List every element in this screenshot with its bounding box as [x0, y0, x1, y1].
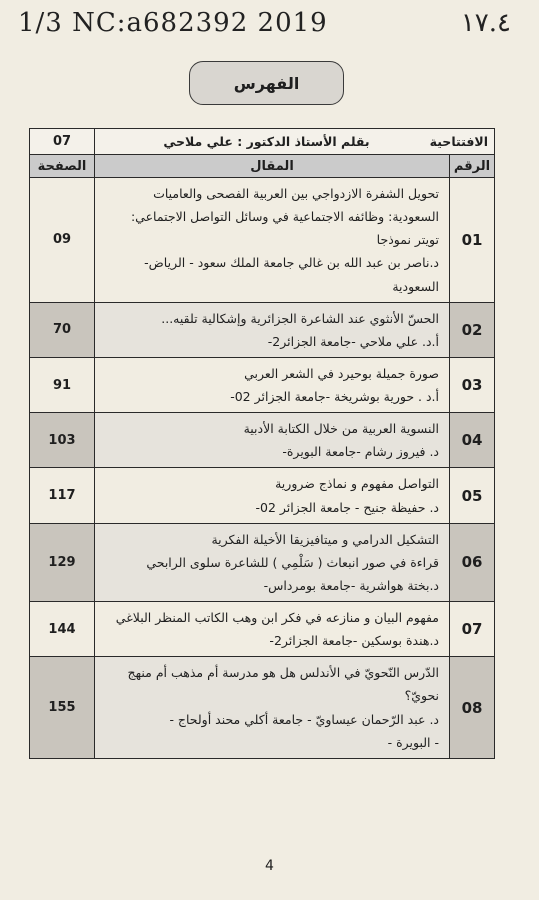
entry-article [95, 357, 450, 412]
handwritten-reference: 1/3 NC:a682392 2019 [18, 8, 328, 38]
entry-article [95, 468, 450, 523]
entry-line: د.ناصر بن عبد الله بن غالي جامعة الملك سعود - الرياض- [144, 255, 439, 271]
header-page: الصفحة [30, 155, 95, 178]
entry-number: 04 [450, 413, 495, 468]
entry-line: د. فيروز رشام -جامعة البويرة- [282, 444, 439, 460]
entry-line: تحويل الشفرة الازدواجي بين العربية الفصحى والعاميات [153, 186, 439, 201]
entry-page: 155 [30, 657, 95, 759]
entry-line: الحسّ الأنثوي عند الشاعرة الجزائرية وإشكالية تلقيه... [161, 310, 439, 326]
entry-page: 103 [30, 413, 95, 468]
entry-page: 91 [30, 357, 95, 412]
entry-line: التواصل مفهوم و نماذج ضرورية [275, 476, 439, 492]
handwritten-code: ١٧.٤ [460, 8, 511, 38]
entry-line: التشكيل الدرامي و ميتافيزيقا الأخيلة الفكرية [211, 531, 439, 547]
page-title: الفهرس [189, 61, 344, 105]
toc-row [30, 468, 495, 523]
toc-row [30, 413, 495, 468]
entry-article [95, 413, 450, 468]
opening-cell [95, 129, 495, 155]
entry-article [95, 602, 450, 657]
entry-line: تويتر نموذجا [376, 232, 439, 248]
entry-page: 09 [30, 178, 95, 303]
entry-line: الدّرس النّحويّ في الأندلس هل هو مدرسة أم مذهب أم منهج [127, 665, 439, 681]
entry-line: د. حفيظة جنيح - جامعة الجزائر 02- [255, 499, 439, 515]
entry-page: 117 [30, 468, 95, 523]
entry-line: د.هندة بوسكين -جامعة الجزائر2- [269, 633, 439, 649]
entry-line: النسوية العربية من خلال الكتابة الأدبية [243, 421, 439, 437]
entry-line: قراءة في صور انبعاث ( سَلْمِي ) للشاعرة سلوى الرابحي [146, 554, 439, 570]
toc-table [29, 128, 495, 759]
opening-row [30, 129, 495, 155]
toc-body [30, 178, 495, 759]
entry-page: 70 [30, 302, 95, 357]
toc-row [30, 602, 495, 657]
entry-page: 144 [30, 602, 95, 657]
entry-line: أ.د. علي ملاحي -جامعة الجزائر2- [267, 333, 439, 349]
toc-row [30, 657, 495, 759]
page-number: 4 [265, 858, 274, 874]
entry-line: السعودية [392, 278, 439, 294]
entry-number: 01 [450, 178, 495, 303]
header-number: الرقم [450, 155, 495, 178]
header-row [30, 155, 495, 178]
entry-page: 129 [30, 523, 95, 601]
entry-article [95, 657, 450, 759]
entry-number: 05 [450, 468, 495, 523]
entry-line: السعودية: وظائفه الاجتماعية في وسائل التواصل الاجتماعي: [130, 209, 439, 225]
entry-line: أ.د . حورية بوشريخة -جامعة الجزائر 02- [230, 389, 439, 404]
entry-article [95, 178, 450, 303]
entry-number: 03 [450, 357, 495, 412]
entry-number: 02 [450, 302, 495, 357]
header-article: المقال [95, 155, 450, 178]
toc-row [30, 178, 495, 303]
opening-label: الافتتاحية [429, 134, 488, 149]
entry-line: نحويّ؟ [404, 688, 439, 704]
toc-row [30, 357, 495, 412]
opening-page: 07 [30, 129, 95, 155]
entry-line: مفهوم البيان و منازعه في فكر ابن وهب الكاتب المنظر البلاغي [115, 610, 439, 625]
entry-line: د.بختة هواشرية -جامعة بومرداس- [263, 577, 439, 593]
toc-row [30, 523, 495, 601]
toc-row [30, 302, 495, 357]
entry-number: 06 [450, 523, 495, 601]
entry-line: د. عبد الرّحمان عيساويّ - جامعة أكلي محند أولحاج - [169, 711, 439, 727]
entry-number: 08 [450, 657, 495, 759]
entry-article [95, 302, 450, 357]
entry-line: - البويرة - [387, 734, 439, 750]
entry-number: 07 [450, 602, 495, 657]
entry-line: صورة جميلة بوحيرد في الشعر العربي [244, 365, 439, 381]
entry-article [95, 523, 450, 601]
opening-author: بقلم الأستاذ الدكتور : علي ملاحي [163, 134, 370, 149]
